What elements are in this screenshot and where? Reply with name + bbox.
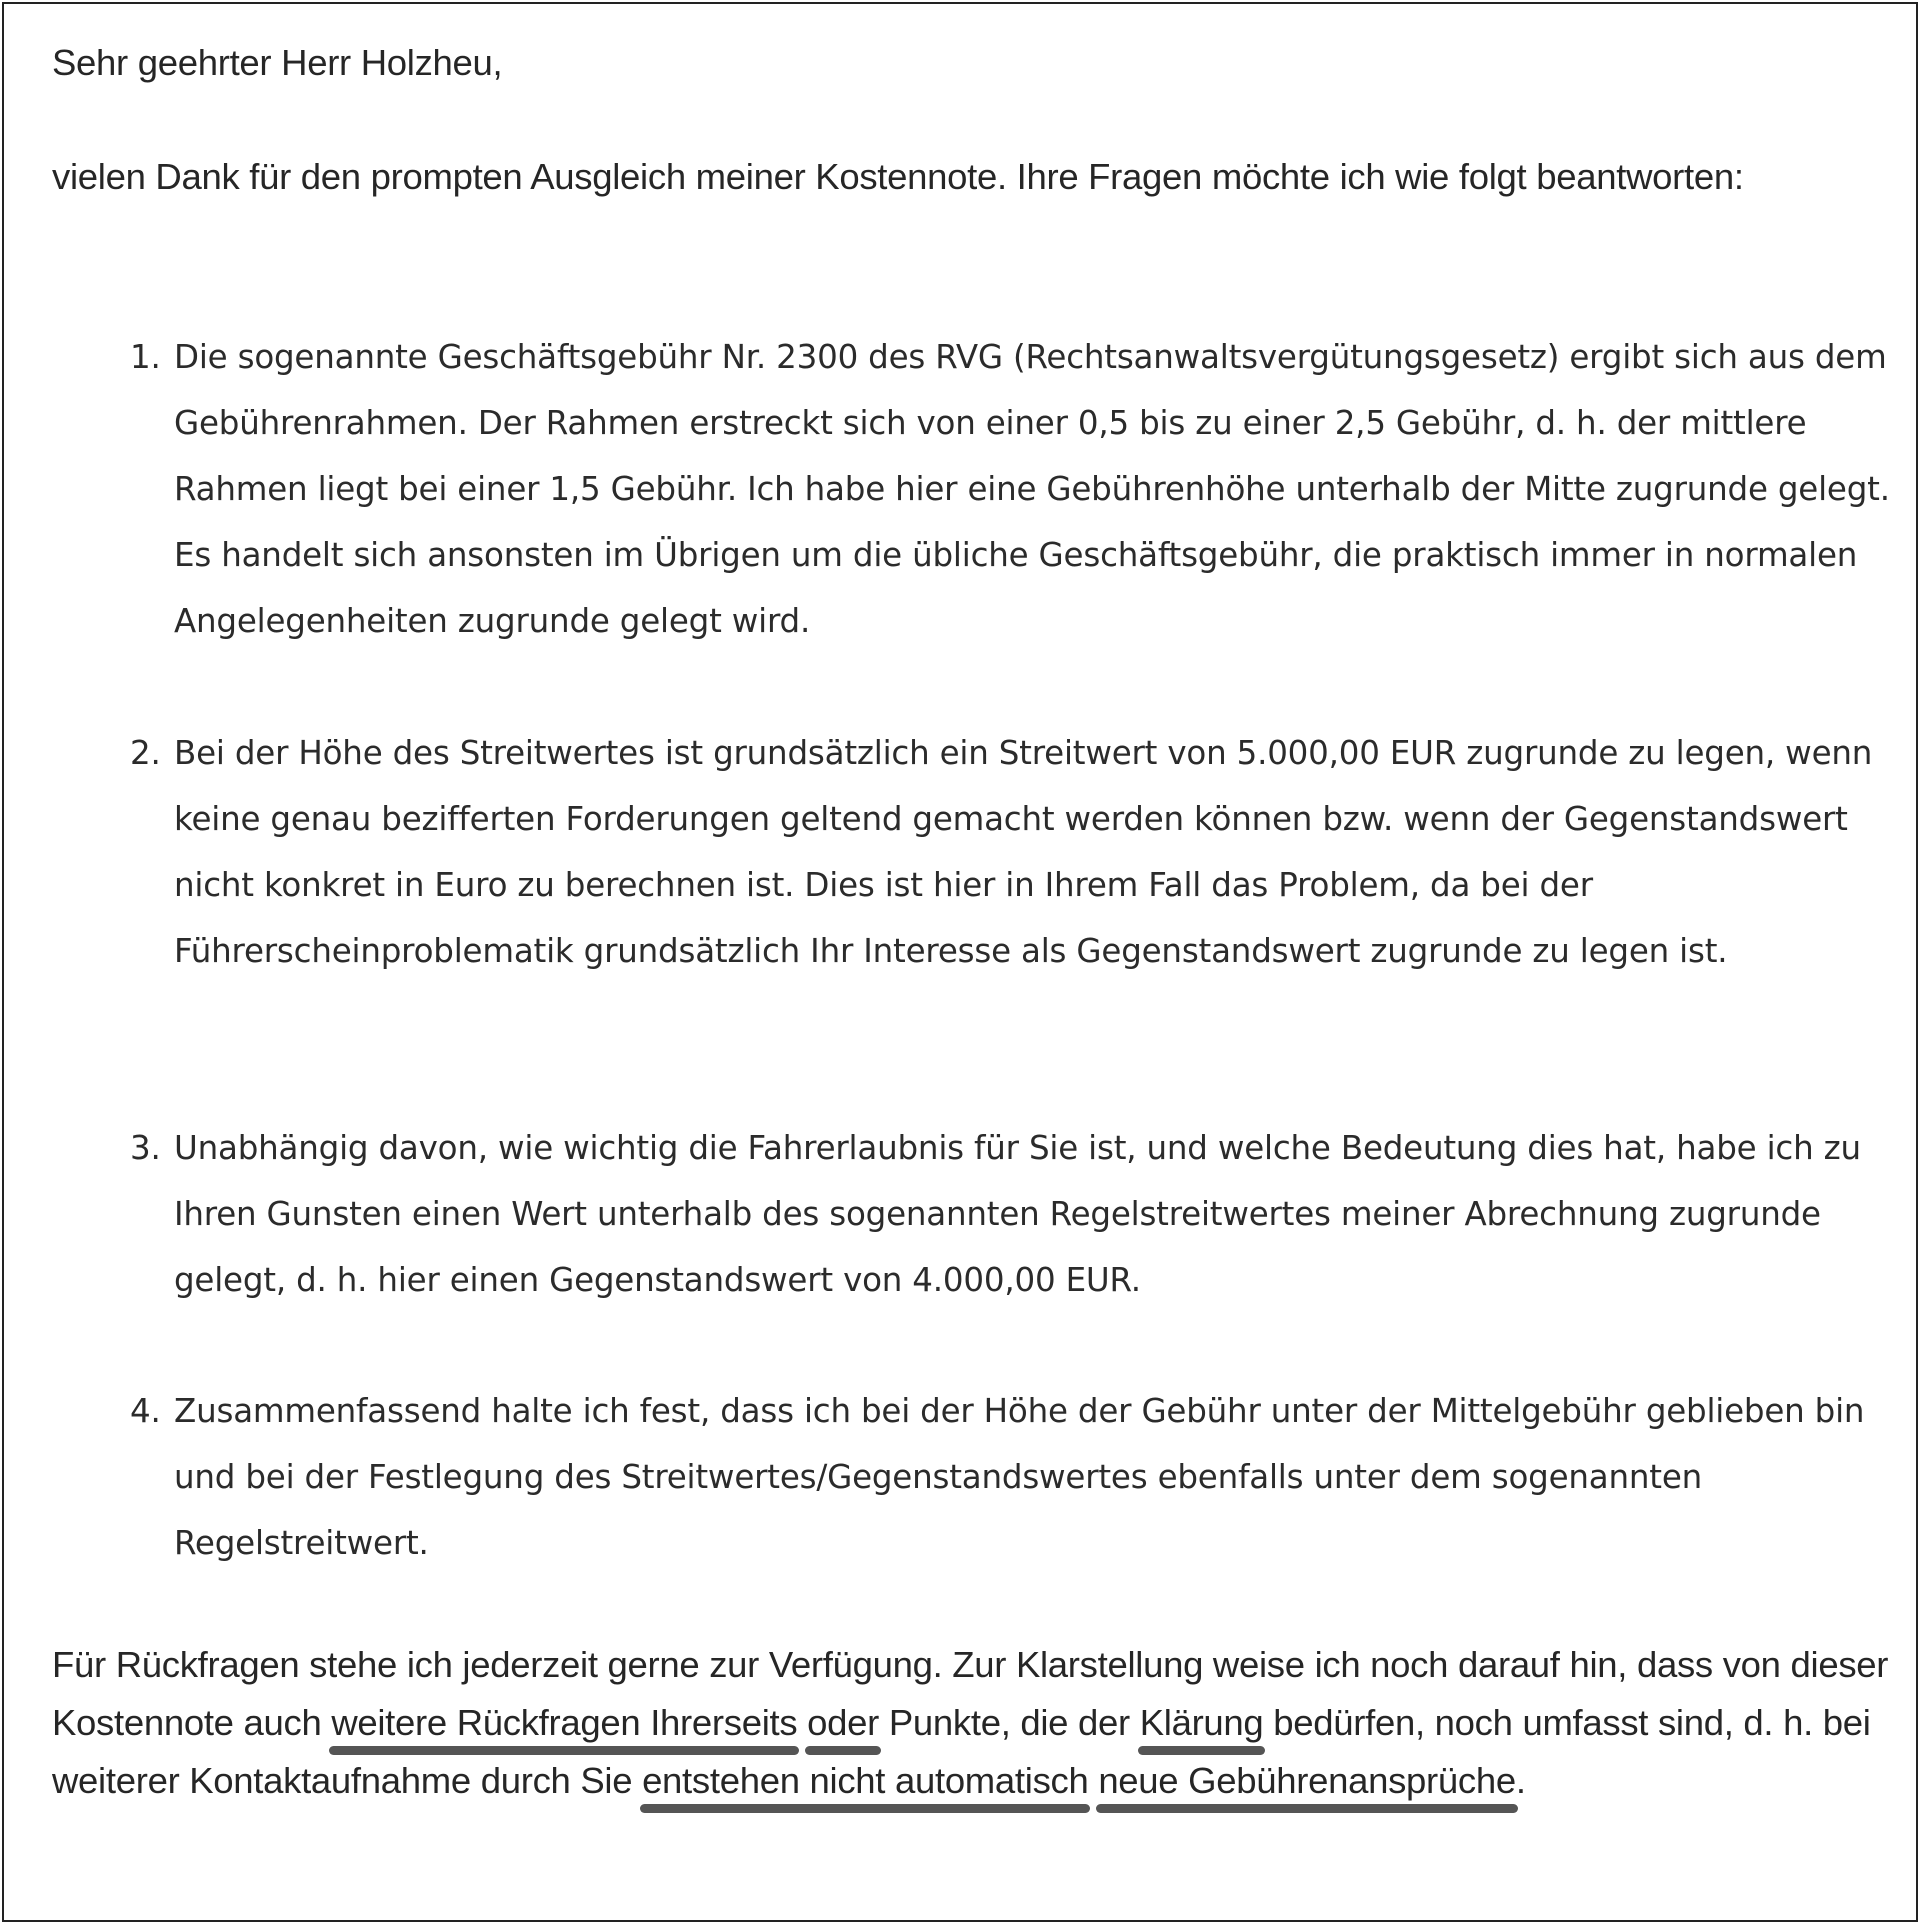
list-number: 2. xyxy=(130,734,161,772)
list-item-text: Zusammenfassend halte ich fest, dass ich bei der Höhe der Gebühr unter der Mittelgebühr geblieben bin und bei der Festlegung des Streitwertes/Gegenstandswertes ebenfalls unter dem sogenannten Regelstreitwert. xyxy=(174,1392,1865,1562)
closing-text: Punkte, die der xyxy=(879,1702,1140,1743)
closing-text: bedürfen, noch umfasst sind, d. h. bei weiterer Kontaktaufnahme durch Sie xyxy=(52,1702,1871,1801)
closing-text: . xyxy=(1515,1760,1526,1801)
salutation: Sehr geehrter Herr Holzheu, xyxy=(52,42,503,83)
list-item-text: Bei der Höhe des Streitwertes ist grundsätzlich ein Streitwert von 5.000,00 EUR zugrunde zu legen, wenn keine genau bezifferten Forderungen geltend gemacht werden können bzw. wenn der Gegenstandswert nicht konkret in Euro zu berechnen ist. Dies ist hier in Ihrem Fall das Problem, da bei der Führerscheinproblematik grundsätzlich Ihr Interesse als Gegenstandswert zugrunde zu legen ist. xyxy=(174,734,1873,970)
underlined-phrase: oder xyxy=(807,1702,880,1743)
list-number: 4. xyxy=(130,1392,161,1430)
closing-paragraph xyxy=(52,1636,1892,1810)
list-item-text: Unabhängig davon, wie wichtig die Fahrerlaubnis für Sie ist, und welche Bedeutung dies hat, habe ich zu Ihren Gunsten einen Wert unterhalb des sogenannten Regelstreitwertes meiner Abrechnung zugrunde gelegt, d. h. hier einen Gegenstandswert von 4.000,00 EUR. xyxy=(174,1129,1861,1299)
letter-frame xyxy=(2,2,1918,1922)
intro-paragraph: vielen Dank für den prompten Ausgleich meiner Kostennote. Ihre Fragen möchte ich wie folgt beantworten: xyxy=(52,156,1744,197)
underlined-phrase: entstehen nicht automatisch xyxy=(642,1760,1089,1801)
underlined-phrase: neue Gebührenansprüche xyxy=(1098,1760,1516,1801)
closing-space xyxy=(797,1702,807,1743)
list-number: 3. xyxy=(130,1129,161,1167)
list-item-text: Die sogenannte Geschäftsgebühr Nr. 2300 des RVG (Rechtsanwaltsvergütungsgesetz) ergibt sich aus dem Gebührenrahmen. Der Rahmen erstreckt sich von einer 0,5 bis zu einer 2,5 Gebühr, d. h. der mittlere Rahmen liegt bei einer 1,5 Gebühr. Ich habe hier eine Gebührenhöhe unterhalb der Mitte zugrunde gelegt. Es handelt sich ansonsten im Übrigen um die übliche Geschäftsgebühr, die praktisch immer in normalen Angelegenheiten zugrunde gelegt wird. xyxy=(174,338,1890,640)
list-number: 1. xyxy=(130,338,161,376)
closing-text: Für Rückfragen stehe ich jederzeit gerne zur Verfügung. Zur Klarstellung weise ich noch darauf hin, dass von dieser Kostennote auch xyxy=(52,1644,1889,1743)
closing-space xyxy=(1088,1760,1098,1801)
underlined-phrase: Klärung xyxy=(1139,1702,1264,1743)
underlined-phrase: weitere Rückfragen Ihrerseits xyxy=(331,1702,798,1743)
